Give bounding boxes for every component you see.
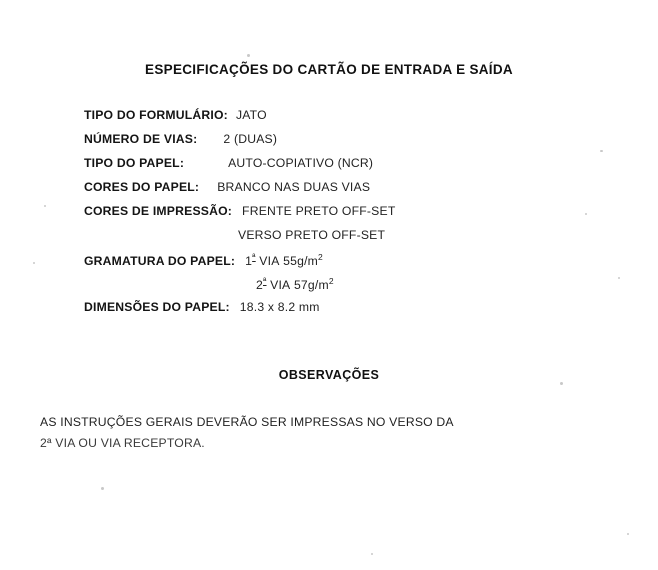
- spec-label-cores-impressao: CORES DE IMPRESSÃO:: [84, 204, 233, 218]
- observacoes-body: [40, 412, 620, 454]
- observacoes-heading: OBSERVAÇÕES: [278, 368, 380, 382]
- spec-row: [84, 252, 604, 276]
- observacoes-line-1: AS INSTRUÇÕES GERAIS DEVERÃO SER IMPRESSAS NO VERSO DA: [40, 415, 454, 429]
- spec-value-tipo-formulario: JATO: [235, 108, 267, 122]
- spec-label-cores-papel: CORES DO PAPEL:: [84, 180, 200, 194]
- gramatura-via1-texto: VIA: [259, 254, 280, 269]
- spec-row: [84, 300, 604, 324]
- spec-label-gramatura-papel: GRAMATURA DO PAPEL:: [84, 254, 236, 269]
- spec-value-numero-vias: 2 (DUAS): [223, 132, 278, 146]
- observacoes-line-2: 2ª VIA OU VIA RECEPTORA.: [40, 436, 205, 450]
- spec-value-tipo-papel: AUTO-COPIATIVO (NCR): [228, 156, 374, 170]
- spec-label-tipo-formulario: TIPO DO FORMULÁRIO:: [84, 108, 228, 122]
- scan-speckle: [371, 553, 373, 555]
- scan-speckle: [101, 487, 104, 490]
- page-title: ESPECIFICAÇÕES DO CARTÃO DE ENTRADA E SAÍDA: [145, 62, 513, 77]
- gramatura-via1-unidade: g/m: [297, 254, 319, 269]
- scan-speckle: [618, 277, 620, 279]
- spec-value-cores-impressao-frente: FRENTE PRETO OFF-SET: [242, 204, 396, 218]
- spec-value-gramatura-via2: [256, 276, 334, 292]
- spec-row: [84, 108, 604, 132]
- scan-speckle: [560, 382, 563, 385]
- gramatura-via1-sufixo: ª: [252, 252, 256, 262]
- gramatura-via1-expoente: 2: [318, 252, 323, 262]
- scan-speckle: [627, 533, 629, 535]
- scan-speckle: [44, 205, 46, 207]
- spec-value-gramatura-via1: [245, 252, 323, 268]
- gramatura-via1-ordinal: 1: [245, 254, 253, 269]
- spec-value-cores-impressao-verso: VERSO PRETO OFF-SET: [238, 228, 386, 242]
- gramatura-via2-ordinal: 2: [256, 278, 263, 293]
- gramatura-via2-sufixo: ª: [262, 276, 267, 286]
- spec-label-numero-vias: NÚMERO DE VIAS:: [84, 132, 198, 146]
- gramatura-via2-valor: 57: [293, 278, 308, 293]
- spec-row: [84, 156, 604, 180]
- specification-list: [84, 108, 604, 324]
- scan-speckle: [33, 262, 35, 264]
- spec-row: [84, 204, 604, 228]
- spec-row: [84, 180, 604, 204]
- gramatura-via1-valor: 55: [283, 254, 298, 269]
- spec-row: [84, 132, 604, 156]
- spec-value-cores-papel: BRANCO NAS DUAS VIAS: [217, 180, 371, 194]
- scan-speckle: [247, 54, 250, 57]
- gramatura-via2-unidade: g/m: [307, 278, 329, 293]
- gramatura-via2-texto: VIA: [270, 278, 291, 293]
- spec-value-dimensoes-papel: 18.3 x 8.2 mm: [239, 300, 320, 314]
- gramatura-via2-expoente: 2: [328, 276, 334, 286]
- spec-label-tipo-papel: TIPO DO PAPEL:: [84, 156, 185, 170]
- spec-label-dimensoes-papel: DIMENSÕES DO PAPEL:: [84, 300, 230, 314]
- spec-row: [84, 276, 604, 300]
- spec-row: [84, 228, 604, 252]
